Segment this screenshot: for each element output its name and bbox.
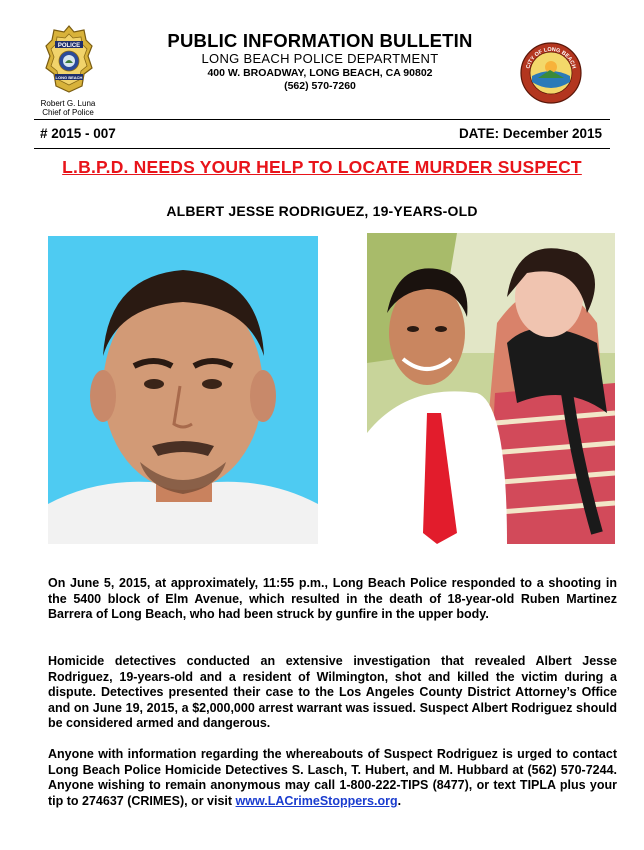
svg-text:LONG BEACH: LONG BEACH [55, 75, 83, 80]
crimestoppers-link[interactable]: www.LACrimeStoppers.org [235, 793, 398, 808]
department-phone: (562) 570-7260 [284, 80, 356, 92]
chief-block [20, 99, 116, 117]
bulletin-date: DATE: December 2015 [458, 126, 602, 141]
suspect-photo-with-companion [367, 233, 615, 544]
suspect-name: ALBERT JESSE RODRIGUEZ, 19-YEARS-OLD [166, 203, 478, 219]
meta-rule [34, 148, 610, 149]
svg-text:POLICE: POLICE [57, 43, 81, 49]
city-seal-icon [520, 42, 582, 104]
paragraph-contact [48, 747, 617, 809]
suspect-mugshot [48, 236, 318, 544]
contact-text: Anyone with information regarding the whereabouts of Suspect Rodriguez is urged to contact Long Beach Police Homicide Detectives S. Lasch, T. Hubert, and M. Hubbard at (562) 570-7244. Anyone wishing to remain anonymous may call 1-800-222-TIPS (8477), or text TIPLA plus your tip to 274637 (CRIMES), or visit [48, 747, 617, 808]
paragraph-investigation: Homicide detectives conducted an extensive investigation that revealed Albert Jesse Rodriguez, 19-years-old and a resident of Wilmington, shot and killed the victim during a dispute. Detectives presented their case to the Los Angeles County District Attorney’s Office and on June 19, 2015, a $2,000,000 arrest warrant was issued. Suspect Albert Rodriguez should be considered armed and dangerous. [48, 654, 617, 731]
department-name: LONG BEACH POLICE DEPARTMENT [201, 51, 439, 66]
bulletin-header [120, 30, 520, 93]
header-rule [34, 119, 610, 120]
chief-name: Robert G. Luna [40, 99, 96, 108]
chief-title: Chief of Police [42, 108, 94, 117]
paragraph-incident: On June 5, 2015, at approximately, 11:55 p.m., Long Beach Police responded to a shooting in the 5400 block of Elm Avenue, which resulted in the death of 18-year-old Ruben Martinez Barrera of Long Beach, who had been struck by gunfire in the upper body. [48, 576, 617, 622]
svg-text:CITY OF LONG BEACH: CITY OF LONG BEACH [525, 46, 577, 70]
police-badge-icon [44, 24, 94, 96]
bulletin-title: PUBLIC INFORMATION BULLETIN [167, 30, 473, 51]
contact-text-end: . [397, 793, 402, 808]
headline: L.B.P.D. NEEDS YOUR HELP TO LOCATE MURDER SUSPECT [62, 157, 582, 177]
department-address: 400 W. BROADWAY, LONG BEACH, CA 90802 [207, 67, 433, 79]
bulletin-number: # 2015 - 007 [40, 126, 116, 141]
